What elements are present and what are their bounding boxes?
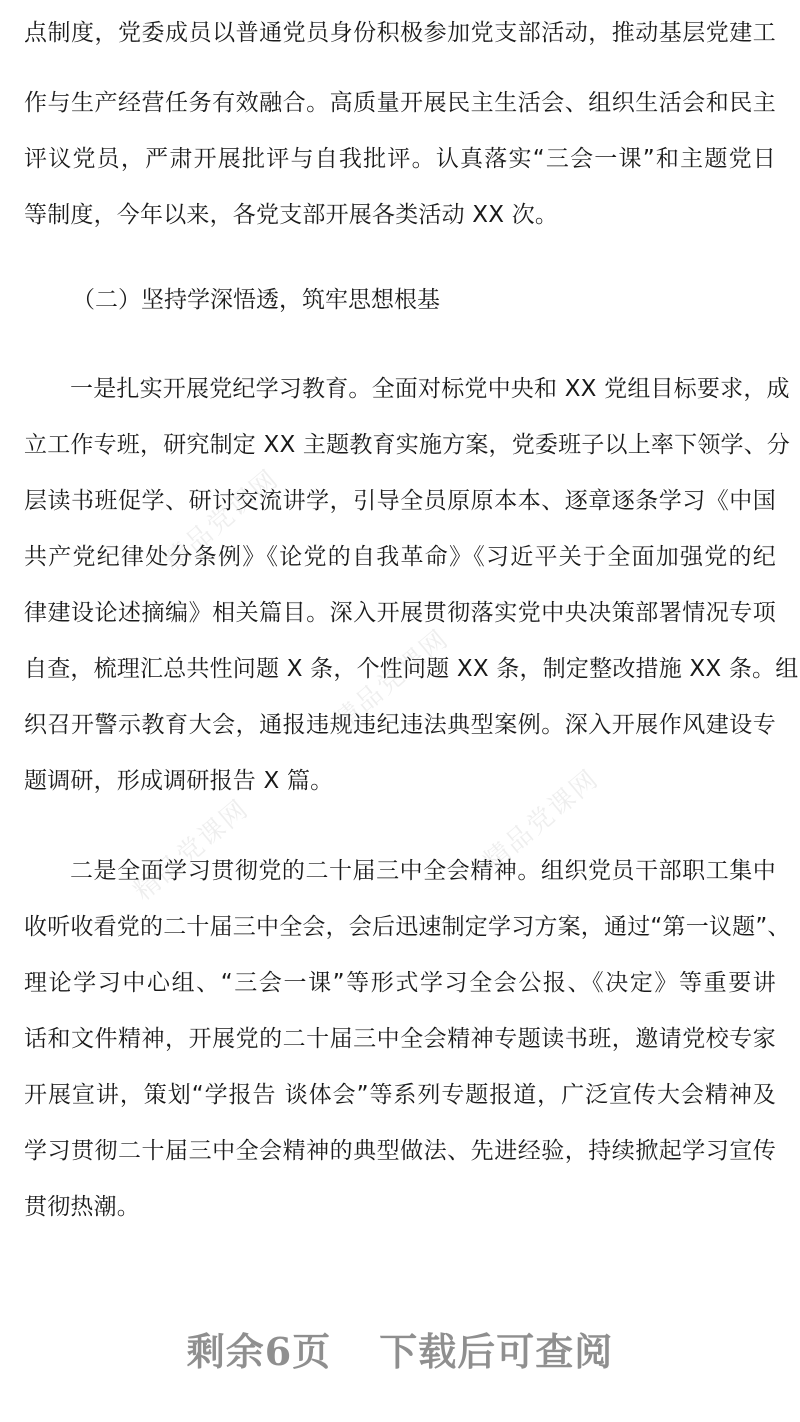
text-line: 一是扎实开展党纪学习教育。全面对标党中央和 XX 党组目标要求，成 — [70, 376, 790, 402]
text-line: 自查，梳理汇总共性问题 X 条，个性问题 XX 条，制定整改措施 XX 条。组 — [24, 656, 799, 682]
text-line: 点制度，党委成员以普通党员身份积极参加党支部活动，推动基层党建工 — [24, 20, 776, 46]
section-heading: （二）坚持学深悟透，筑牢思想根基 — [72, 287, 440, 313]
text-line: 等制度，今年以来，各党支部开展各类活动 XX 次。 — [24, 202, 559, 228]
text-line: 共产党纪律处分条例》《论党的自我革命》《习近平关于全面加强党的纪 — [24, 544, 776, 570]
download-to-view-label: 下载后可查阅 — [379, 1328, 614, 1374]
text-line: 学习贯彻二十届三中全会精神的典型做法、先进经验，持续掀起学习宣传 — [24, 1138, 776, 1164]
text-line: 层读书班促学、研讨交流讲学，引导全员原原本本、逐章逐条学习《中国 — [24, 488, 776, 514]
download-banner[interactable] — [0, 1318, 800, 1378]
text-line: 收听收看党的二十届三中全会，会后迅速制定学习方案，通过“第一议题”、 — [24, 914, 791, 940]
watermark-2: 精品党课网 — [328, 623, 455, 737]
text-line: 立工作专班，研究制定 XX 主题教育实施方案，党委班子以上率下领学、分 — [24, 432, 791, 458]
watermark-1: 精品党课网 — [158, 463, 285, 577]
watermark-3: 精品党课网 — [128, 793, 255, 907]
text-line: 贯彻热潮。 — [24, 1194, 140, 1220]
text-line: 织召开警示教育大会，通报违规违纪违法典型案例。深入开展作风建设专 — [24, 712, 776, 738]
remaining-pages-label: 剩余6页 — [186, 1328, 332, 1374]
text-line: 评议党员，严肃开展批评与自我批评。认真落实“三会一课”和主题党日 — [24, 146, 776, 172]
text-line: 开展宣讲，策划“学报告 谈体会”等系列专题报道，广泛宣传大会精神及 — [24, 1082, 776, 1108]
text-line: 话和文件精神，开展党的二十届三中全会精神专题读书班，邀请党校专家 — [24, 1026, 776, 1052]
text-line: 律建设论述摘编》相关篇目。深入开展贯彻落实党中央决策部署情况专项 — [24, 600, 776, 626]
watermark-4: 精品党课网 — [478, 763, 605, 877]
text-line: 题调研，形成调研报告 X 篇。 — [24, 768, 334, 794]
text-line: 作与生产经营任务有效融合。高质量开展民主生活会、组织生活会和民主 — [24, 90, 776, 116]
text-line: 理论学习中心组、“三会一课”等形式学习全会公报、《决定》等重要讲 — [24, 970, 776, 996]
text-line: 二是全面学习贯彻党的二十届三中全会精神。组织党员干部职工集中 — [70, 858, 776, 884]
